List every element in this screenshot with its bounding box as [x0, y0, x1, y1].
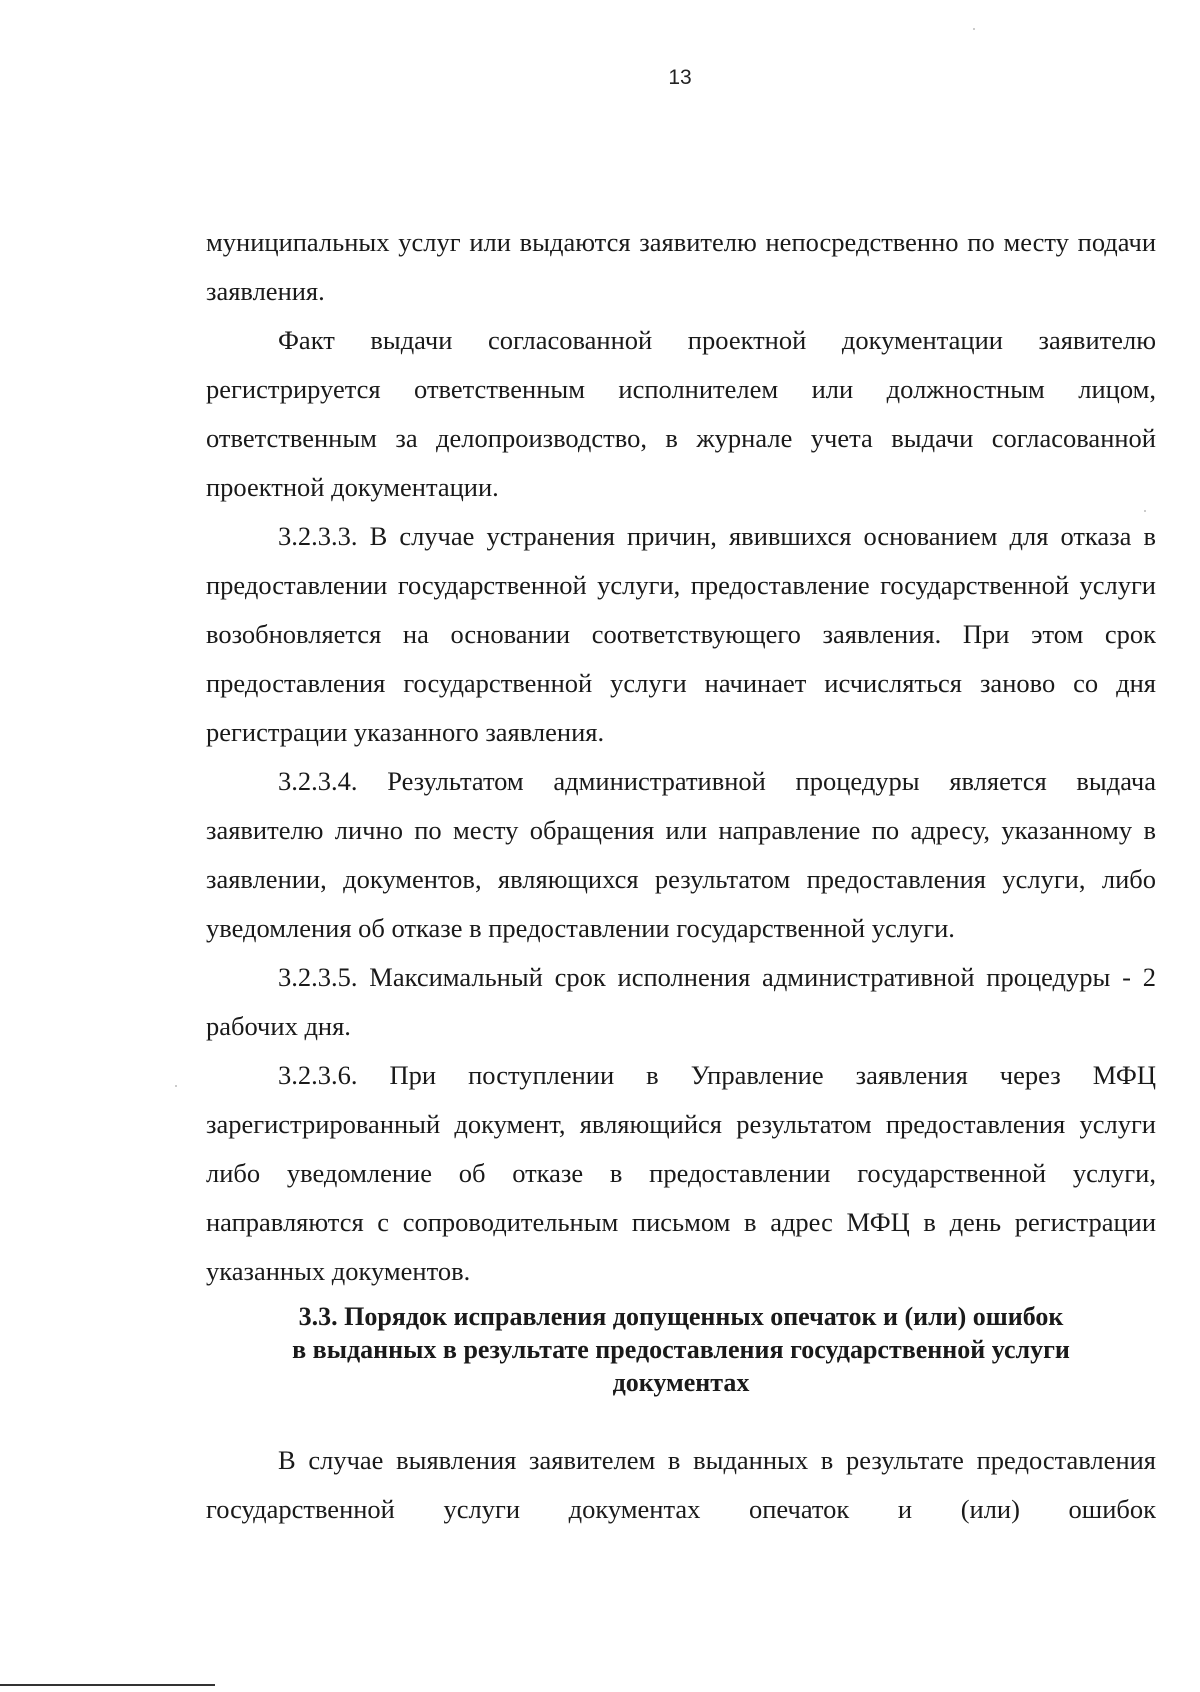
section-heading-3-3	[206, 1300, 1156, 1399]
footnote-divider	[0, 1684, 215, 1686]
heading-line-1: 3.3. Порядок исправления допущенных опечаток и (или) ошибок	[298, 1302, 1064, 1331]
body-text-upper	[206, 218, 1156, 1296]
body-text-lower	[206, 1436, 1156, 1534]
heading-line-2: в выданных в результате предоставления государственной услуги	[292, 1335, 1070, 1364]
paragraph-3-2-3-6: 3.2.3.6. При поступлении в Управление заявления через МФЦ зарегистрированный документ, являющийся результатом предоставления услуги либо уведомление об отказе в предоставлении государственной услуги, направляются с сопроводительным письмом в адрес МФЦ в день регистрации указанных документов.	[206, 1060, 1156, 1286]
paragraph-continuation: муниципальных услуг или выдаются заявителю непосредственно по месту подачи заявления.	[206, 227, 1156, 306]
scan-speck	[973, 28, 975, 30]
scan-speck	[175, 1085, 177, 1087]
paragraph-3-2-3-3: 3.2.3.3. В случае устранения причин, явившихся основанием для отказа в предоставлении государственной услуги, предоставление государственной услуги возобновляется на основании соответствующего заявления. При этом срок предоставления государственной услуги начинает исчисляться заново со дня регистрации указанного заявления.	[206, 521, 1156, 747]
scan-speck	[1144, 510, 1146, 512]
paragraph-3-2-3-5: 3.2.3.5. Максимальный срок исполнения административной процедуры - 2 рабочих дня.	[206, 962, 1156, 1041]
paragraph-issuance-fact: Факт выдачи согласованной проектной документации заявителю регистрируется ответственным исполнителем или должностным лицом, ответственным за делопроизводство, в журнале учета выдачи согласованной проектной документации.	[206, 325, 1156, 502]
paragraph-errors-intro: В случае выявления заявителем в выданных в результате предоставления государственной услуги документах опечаток и (или) ошибок	[206, 1445, 1156, 1524]
heading-line-3: документах	[612, 1368, 750, 1397]
paragraph-3-2-3-4: 3.2.3.4. Результатом административной процедуры является выдача заявителю лично по месту обращения или направление по адресу, указанному в заявлении, документов, являющихся результатом предоставления услуги, либо уведомления об отказе в предоставлении государственной услуги.	[206, 766, 1156, 943]
page-number: 13	[668, 66, 692, 89]
